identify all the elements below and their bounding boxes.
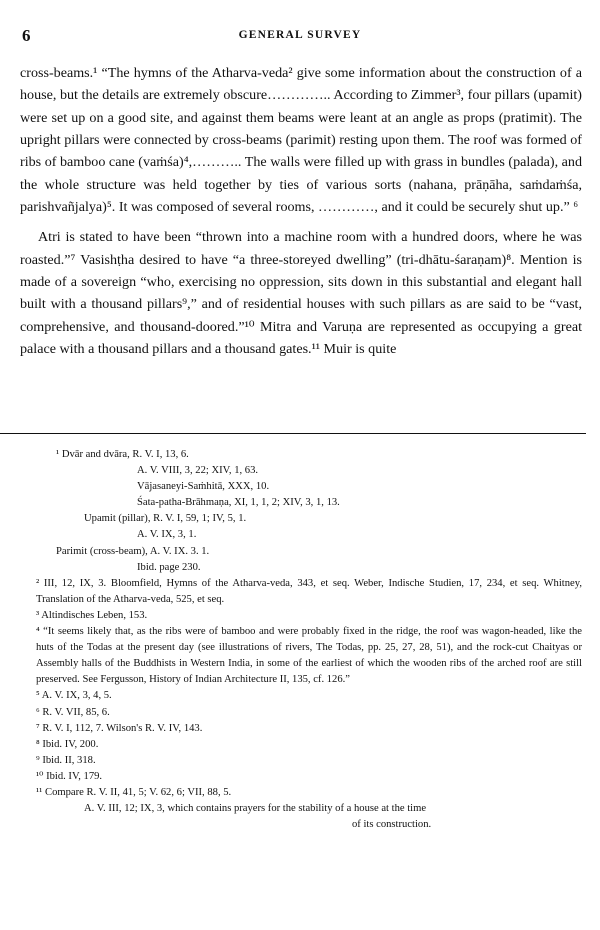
paragraph-2: Atri is stated to have been “thrown into a machine room with a hundred doors, where he was roasted.”⁷ Vasishṭha desired to have “a three-storeyed dwelling” (tri-dhātu-śaraṇam)⁸. Mention is made of a sovereign “who, exercising no oppression, sits down in this substantial and elegant hall built with a thousand pillars⁹,” and of residential houses with such pillars as are said to be “vast, comprehensive, and thousand-doored.”¹⁰ Mitra and Varuṇa are represented as occupying a great palace with a thousand pillars and a thousand gates.¹¹ Muir is quite: [20, 229, 582, 358]
footnote-1-line: ¹ Dvār and dvāra, R. V. I, 13, 6.: [56, 449, 189, 460]
footnote-1-line: Upamit (pillar), R. V. I, 59, 1; IV, 5, 1.: [84, 513, 247, 525]
footnote-9: ⁹ Ibid. II, 318.: [36, 754, 96, 766]
page-header: [22, 26, 578, 46]
footnote-11-line: of its construction.: [352, 819, 432, 831]
footnote-10: ¹⁰ Ibid. IV, 179.: [36, 770, 103, 782]
footnote-4: ⁴ “It seems likely that, as the ribs were of bamboo and were probably fixed in the ridge, the roof was wagon-headed, like the huts of the Todas at the present day (see illustrations of rivers, The Todas, pp. 25, 27, 28, 51), and the rock-cut Chaityas or Assembly halls of the Buddhists in Western India, in some of the earliest of which the wooden ribs of the arched roof are still preserved. See Fergusson, History of Indian Architecture II, 135, cf. 126.”: [36, 626, 582, 686]
footnote-8: ⁸ Ibid. IV, 200.: [36, 738, 99, 750]
page-number: 6: [22, 26, 31, 45]
footnote-6: ⁶ R. V. VII, 85, 6.: [36, 706, 110, 718]
footnote-11-line: A. V. III, 12; IX, 3, which contains prayers for the stability of a house at the time: [84, 803, 427, 815]
footnote-1-line: Ibid. page 230.: [137, 561, 201, 573]
paragraph-1: cross-beams.¹ “The hymns of the Atharva-veda² give some information about the construction of a house, but the details are extremely obscure………….. According to Zimmer³, four pillars (upamit) were set up on a good site, and against them beams were leant at an angle as props (pratimit). The upright pillars were connected by cross-beams (parimit) resting upon them. The roof was formed of ribs of bamboo cane (vaṁśa)⁴,……….. The walls were filled up with grass in bundles (palada), and the whole structure was held together by ties of various sorts (nahana, prāṇāha, saṁdaṁśa, parishvañjalya)⁵. It was composed of several rooms, …………, and it could be securely shut up.” ⁶: [20, 65, 582, 216]
footnote-11: ¹¹ Compare R. V. II, 41, 5; V. 62, 6; VII, 88, 5.: [36, 786, 232, 798]
footnote-1-line: A. V. IX, 3, 1.: [137, 529, 197, 541]
main-text: [20, 62, 582, 360]
footnote-5: ⁵ A. V. IX, 3, 4, 5.: [36, 690, 112, 702]
footnotes: [22, 447, 582, 833]
footnote-1-line: A. V. VIII, 3, 22; XIV, 1, 63.: [137, 465, 259, 477]
footnote-1-line: Parimit (cross-beam), A. V. IX. 3. 1.: [56, 545, 210, 557]
footnote-separator: [0, 433, 586, 434]
footnote-1-line: Śata-patha-Brāhmaṇa, XI, 1, 1, 2; XIV, 3, 1, 13.: [137, 497, 340, 509]
footnote-7: ⁷ R. V. I, 112, 7. Wilson's R. V. IV, 143.: [36, 722, 203, 734]
footnote-3: ³ Altindisches Leben, 153.: [36, 609, 148, 621]
running-head: GENERAL SURVEY: [238, 29, 362, 41]
footnote-2: ² III, 12, IX, 3. Bloomfield, Hymns of the Atharva-veda, 343, et seq. Weber, Indische Studien, 17, 234, et seq. Whitney, Translation of the Atharva-veda, 525, et seq.: [36, 577, 582, 605]
footnote-1-line: Vājasaneyi-Saṁhitā, XXX, 10.: [137, 481, 270, 493]
